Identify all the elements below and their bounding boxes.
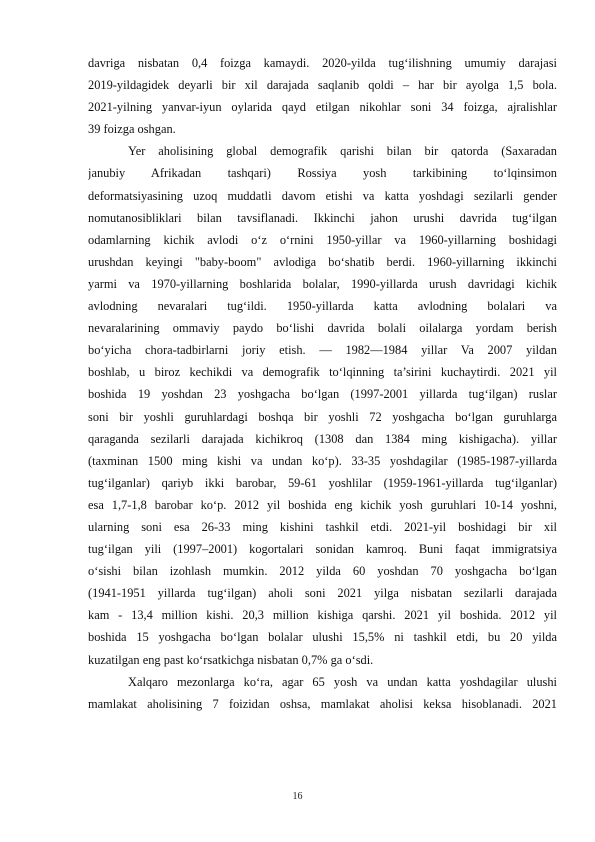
text-line: soni bir yoshli guruhlardagi boshqa bir yoshli 72 yoshgacha bo‘lgan guruhlarga: [88, 409, 557, 424]
document-body: [88, 52, 557, 715]
text-line: boshida 15 yoshgacha bo‘lgan bolalar ulushi 15,5% ni tashkil etdi, bu 20 yilda: [88, 630, 557, 645]
text-line: davriga nisbatan 0,4 foizga kamaydi. 2020-yilda tug‘ilishning umumiy darajasi: [88, 56, 557, 70]
text-line: deformatsiyasining uzoq muddatli davom etishi va katta yoshdagi sezilarli gender: [88, 188, 557, 203]
page-number: 16: [292, 791, 303, 802]
text-line: bo‘yicha chora-tadbirlarni joriy etish. — 1982—1984 yillar Va 2007 yildan: [88, 343, 557, 358]
text-line: Xalqaro mezonlarga ko‘ra, agar 65 yosh va undan katta yoshdagilar ulushi: [128, 674, 557, 689]
text-line: (1941-1951 yillarda tug‘ilgan) aholi soni 2021 yilga nisbatan sezilarli darajada: [88, 586, 557, 601]
text-line: kam - 13,4 million kishi. 20,3 million kishiga qarshi. 2021 yil boshida. 2012 yil: [88, 608, 557, 623]
text-line: 2021-yilning yanvar-iyun oylarida qayd etilgan nikohlar soni 34 foizga, ajralishlar: [88, 100, 557, 115]
text-line: boshida 19 yoshdan 23 yoshgacha bo‘lgan (1997-2001 yillarda tug‘ilgan) ruslar: [88, 387, 557, 402]
text-line: urushdan keyingi "baby-boom" avlodiga bo‘shatib berdi. 1960-yillarning ikkinchi: [88, 254, 557, 269]
text-line: o‘sishi bilan izohlash mumkin. 2012 yilda 60 yoshdan 70 yoshgacha bo‘lgan: [88, 564, 557, 579]
text-line: qaraganda sezilarli darajada kichikroq (1308 dan 1384 ming kishigacha). yillar: [88, 431, 557, 446]
text-line: nomutanosibliklari bilan tavsiflanadi. Ikkinchi jahon urushi davrida tug‘ilgan: [88, 210, 557, 225]
text-line: boshlab, u biroz kechikdi va demografik to‘lqinning ta’sirini kuchaytirdi. 2021 yil: [88, 365, 557, 380]
text-line: odamlarning kichik avlodi o‘z o‘rnini 1950-yillar va 1960-yillarning boshidagi: [88, 232, 557, 247]
text-line: ularning soni esa 26-33 ming kishini tashkil etdi. 2021-yil boshidagi bir xil: [88, 519, 557, 534]
text-line: kuzatilgan eng past ko‘rsatkichga nisbatan 0,7% ga o‘sdi.: [88, 652, 374, 667]
text-line: esa 1,7-1,8 barobar ko‘p. 2012 yil boshida eng kichik yosh guruhlari 10-14 yoshni,: [88, 497, 557, 512]
text-line: 2019-yildagidek deyarli bir xil darajada saqlanib qoldi – har bir ayolga 1,5 bola.: [88, 78, 557, 93]
text-line: tug‘ilgan yili (1997–2001) kogortalari sonidan kamroq. Buni faqat immigratsiya: [88, 542, 557, 557]
text-line: Yer aholisining global demografik qarishi bilan bir qatorda (Saxaradan: [128, 144, 557, 159]
text-line: mamlakat aholisining 7 foizidan oshsa, mamlakat aholisi keksa hisoblanadi. 2021: [88, 696, 557, 711]
text-line: avlodning nevaralari tug‘ildi. 1950-yillarda katta avlodning bolalari va: [88, 299, 557, 314]
text-line: (taxminan 1500 ming kishi va undan ko‘p). 33-35 yoshdagilar (1985-1987-yillarda: [88, 453, 557, 468]
text-line: tug‘ilganlar) qariyb ikki barobar, 59-61 yoshlilar (1959-1961-yillarda tug‘ilganlar): [88, 475, 557, 490]
text-line: yarmi va 1970-yillarning boshlarida bolalar, 1990-yillarda urush davridagi kichik: [88, 276, 557, 291]
text-line: janubiy Afrikadan tashqari) Rossiya yosh tarkibining to‘lqinsimon: [88, 166, 557, 181]
text-line: nevaralarining ommaviy paydo bo‘lishi davrida bolali oilalarga yordam berish: [88, 321, 557, 336]
text-line: 39 foizga oshgan.: [88, 122, 176, 137]
